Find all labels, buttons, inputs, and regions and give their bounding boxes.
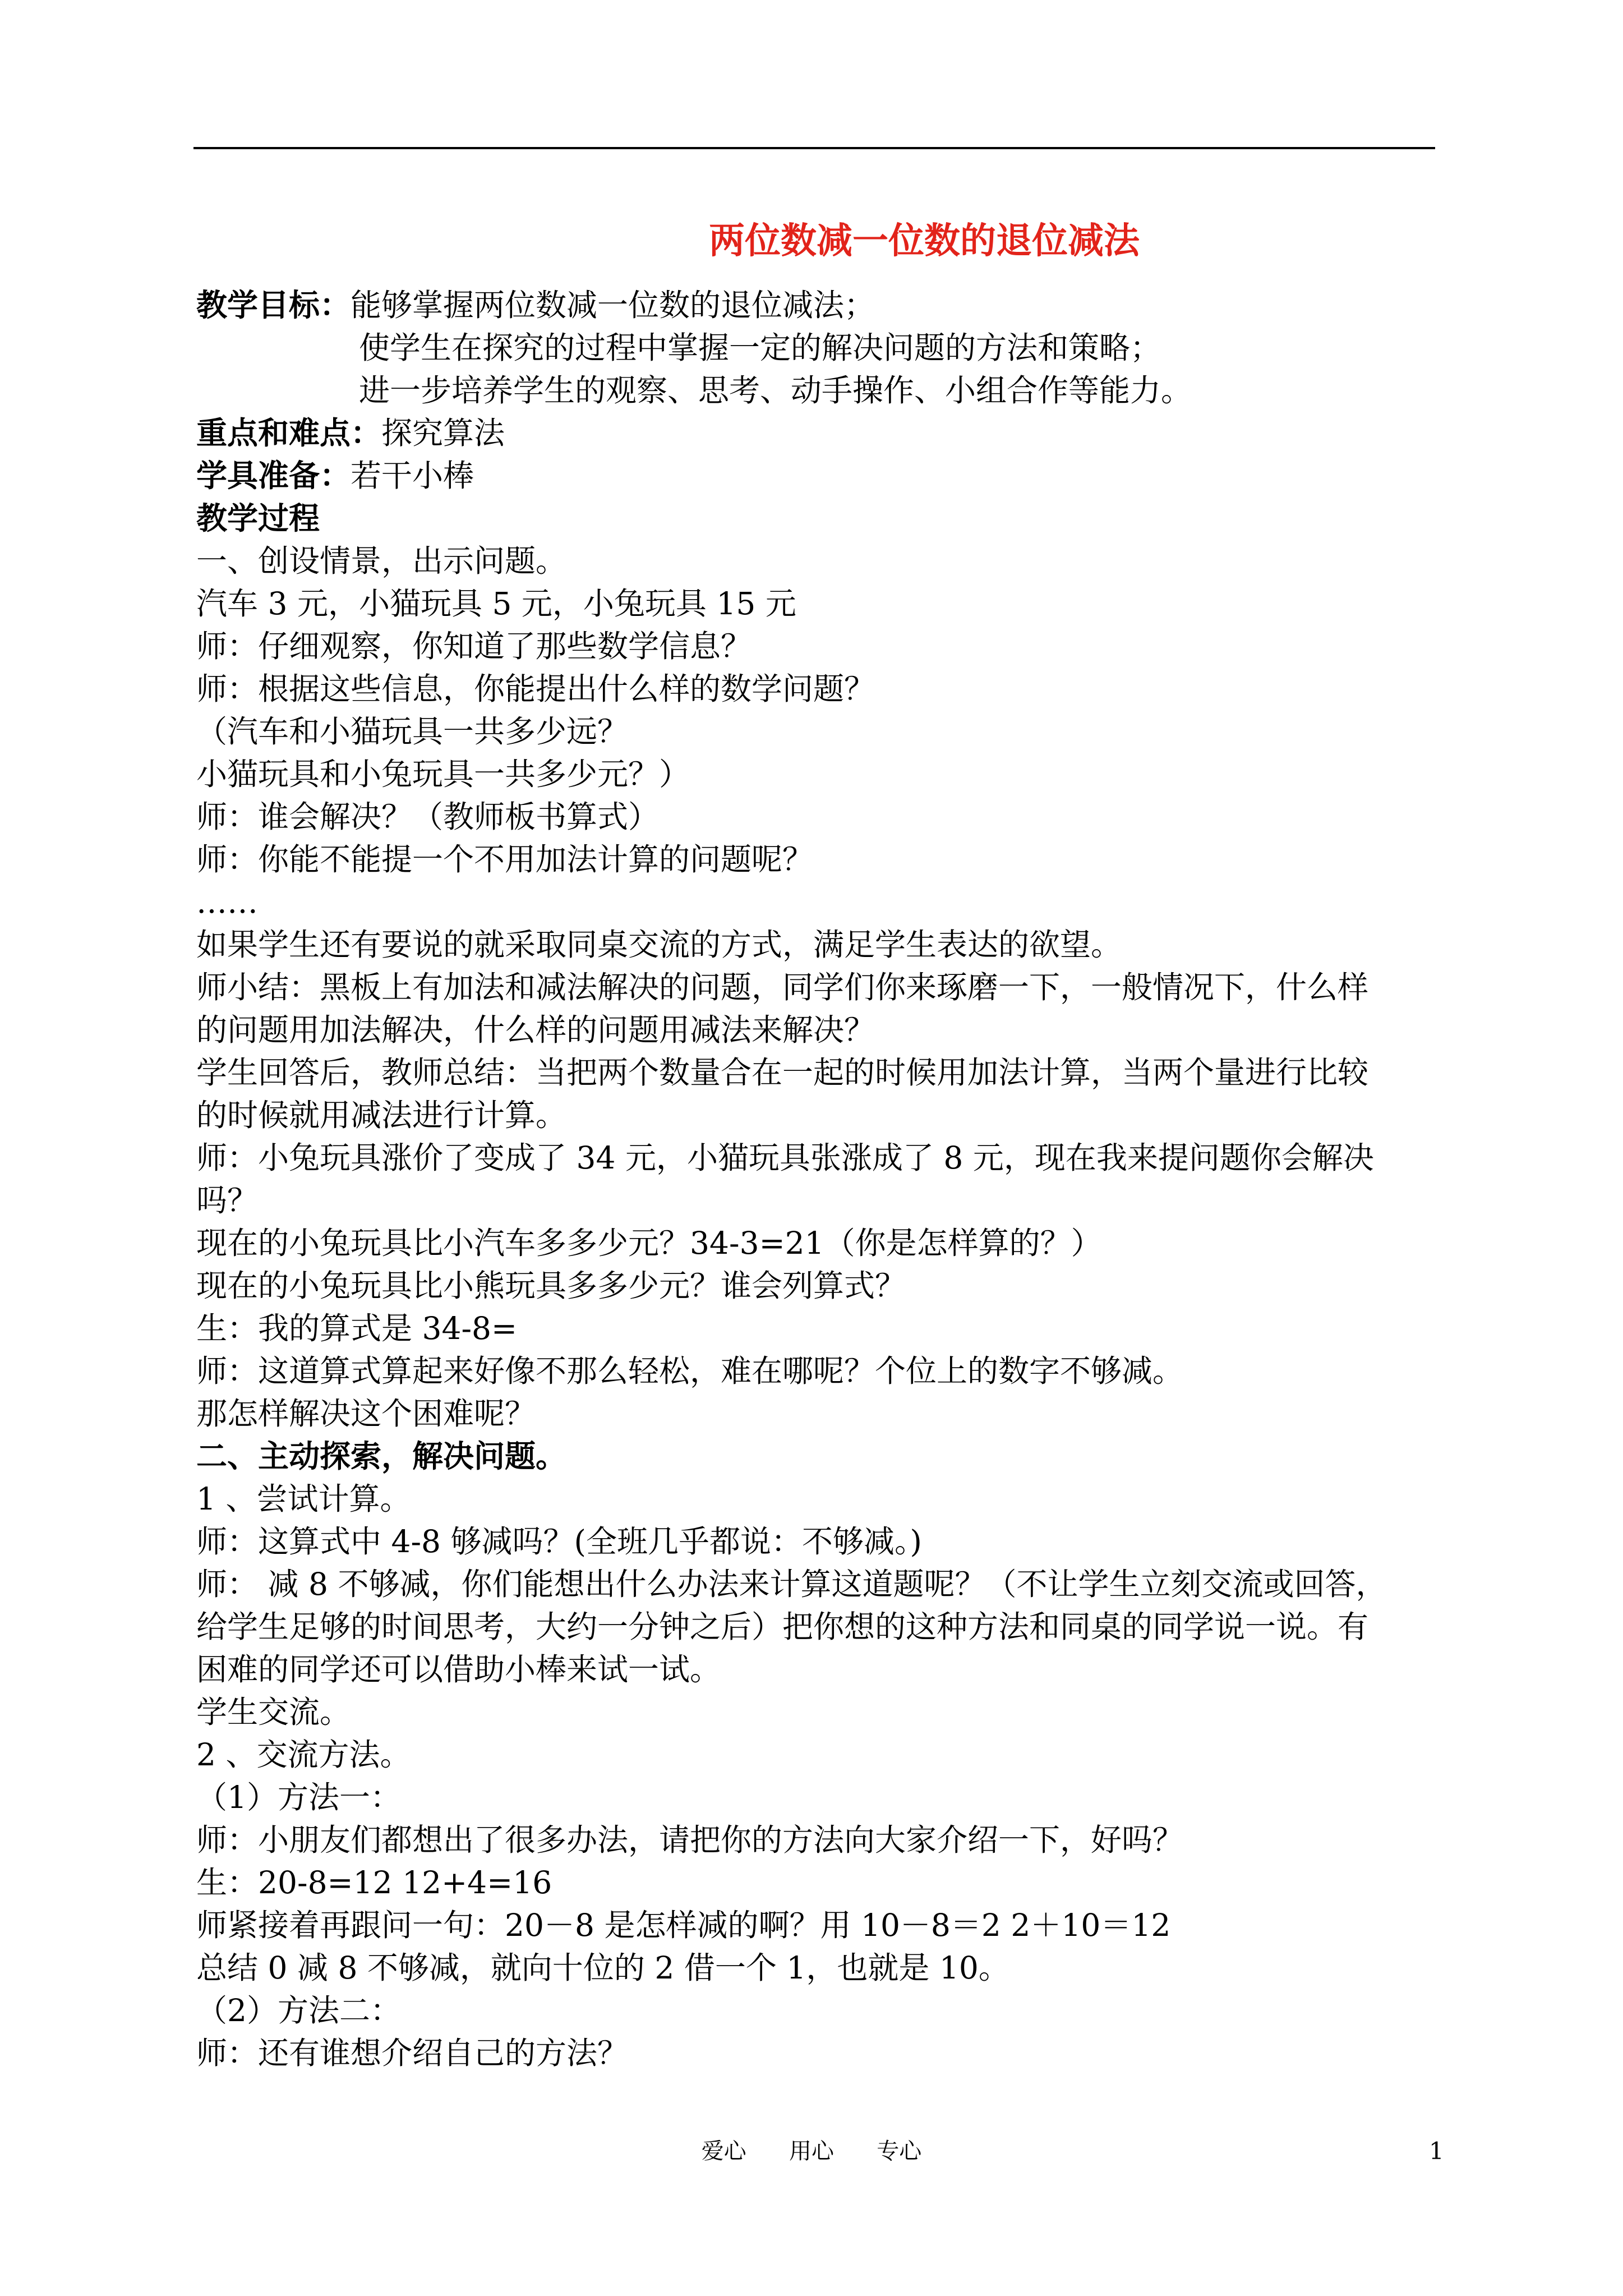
text-line: 师小结：黑板上有加法和减法解决的问题，同学们你来琢磨一下，一般情况下，什么样 xyxy=(196,969,1369,1005)
key-points-label: 重点和难点： xyxy=(196,415,382,451)
text-line: 的问题用加法解决，什么样的问题用减法来解决？ xyxy=(196,1012,875,1048)
text-line: …… xyxy=(196,884,258,920)
materials-value: 若干小棒 xyxy=(351,458,474,494)
objectives-line-1 xyxy=(196,284,1441,326)
section2-content xyxy=(196,1478,1441,2074)
text-line: 师：这道算式算起来好像不那么轻松，难在哪呢？个位上的数字不够减。 xyxy=(196,1353,1184,1389)
text-line: 的时候就用减法进行计算。 xyxy=(196,1097,567,1133)
section1-content xyxy=(196,582,1441,1435)
text-line: 小猫玩具和小兔玩具一共多少元？） xyxy=(196,756,690,792)
objectives-label: 教学目标： xyxy=(196,287,351,323)
text-line: （2）方法二： xyxy=(196,1993,401,2028)
text-line: 生：我的算式是 34-8= xyxy=(196,1310,518,1346)
footer-motto: 爱心 用心 专心 xyxy=(701,2138,922,2164)
text-line: 现在的小兔玩具比小熊玩具多多少元？谁会列算式？ xyxy=(196,1268,906,1304)
document-title: 两位数减一位数的退位减法 xyxy=(709,220,1140,262)
section2-heading: 二、主动探索，解决问题。 xyxy=(196,1438,567,1474)
objective-item: 使学生在探究的过程中掌握一定的解决问题的方法和策略； xyxy=(359,330,1161,366)
page-number: 1 xyxy=(1429,2137,1444,2165)
text-line: 生：20-8=12 12+4=16 xyxy=(196,1865,552,1901)
text-line: （1）方法一： xyxy=(196,1779,401,1815)
header-rule xyxy=(193,147,1435,149)
process-heading: 教学过程 xyxy=(196,500,320,536)
text-line: 学生交流。 xyxy=(196,1694,351,1730)
text-line: 师：谁会解决？（教师板书算式） xyxy=(196,799,660,835)
text-line: 师： 减 8 不够减，你们能想出什么办法来计算这道题呢？（不让学生立刻交流或回答， xyxy=(196,1566,1387,1602)
key-points-line xyxy=(196,412,1441,454)
key-points-value: 探究算法 xyxy=(381,415,505,451)
objective-item: 进一步培养学生的观察、思考、动手操作、小组合作等能力。 xyxy=(359,372,1192,408)
materials-label: 学具准备： xyxy=(196,457,351,494)
text-line: 吗？ xyxy=(196,1182,259,1218)
text-line: 师：小兔玩具涨价了变成了 34 元，小猫玩具张涨成了 8 元，现在我来提问题你会解决 xyxy=(196,1140,1374,1176)
objective-item: 能够掌握两位数减一位数的退位减法； xyxy=(351,287,875,323)
materials-line xyxy=(196,454,1441,497)
text-line: 师：你能不能提一个不用加法计算的问题呢？ xyxy=(196,841,814,877)
text-line: 给学生足够的时间思考，大约一分钟之后）把你想的这种方法和同桌的同学说一说。有 xyxy=(196,1609,1369,1645)
section1-heading: 一、创设情景，出示问题。 xyxy=(196,543,567,579)
text-line: 总结 0 减 8 不够减，就向十位的 2 借一个 1，也就是 10。 xyxy=(196,1950,1009,1986)
document-body xyxy=(196,284,1441,2074)
text-line: 困难的同学还可以借助小棒来试一试。 xyxy=(196,1651,721,1687)
objective-item-row xyxy=(196,369,1441,412)
text-line: 1 、尝试计算。 xyxy=(196,1481,411,1517)
text-line: 现在的小兔玩具比小汽车多多少元？34-3=21（你是怎样算的？） xyxy=(196,1225,1102,1261)
text-line: 汽车 3 元，小猫玩具 5 元，小兔玩具 15 元 xyxy=(196,586,796,622)
text-line: 师：这算式中 4-8 够减吗？(全班几乎都说：不够减。) xyxy=(196,1524,922,1559)
text-line: 师：根据这些信息，你能提出什么样的数学问题？ xyxy=(196,671,875,707)
text-line: 师：还有谁想介绍自己的方法？ xyxy=(196,2035,629,2071)
text-line: 如果学生还有要说的就采取同桌交流的方式，满足学生表达的欲望。 xyxy=(196,927,1122,963)
text-line: 学生回答后，教师总结：当把两个数量合在一起的时候用加法计算，当两个量进行比较 xyxy=(196,1055,1369,1091)
text-line: 师紧接着再跟问一句：20－8 是怎样减的啊？用 10－8＝2 2＋10＝12 xyxy=(196,1907,1171,1943)
text-line: 师：仔细观察，你知道了那些数学信息？ xyxy=(196,628,752,664)
text-line: 2 、交流方法。 xyxy=(196,1737,411,1773)
text-line: 那怎样解决这个困难呢？ xyxy=(196,1396,536,1432)
text-line: 师：小朋友们都想出了很多办法，请把你的方法向大家介绍一下，好吗？ xyxy=(196,1822,1184,1858)
objective-item-row xyxy=(196,326,1441,369)
text-line: （汽车和小猫玩具一共多少远？ xyxy=(196,714,629,749)
